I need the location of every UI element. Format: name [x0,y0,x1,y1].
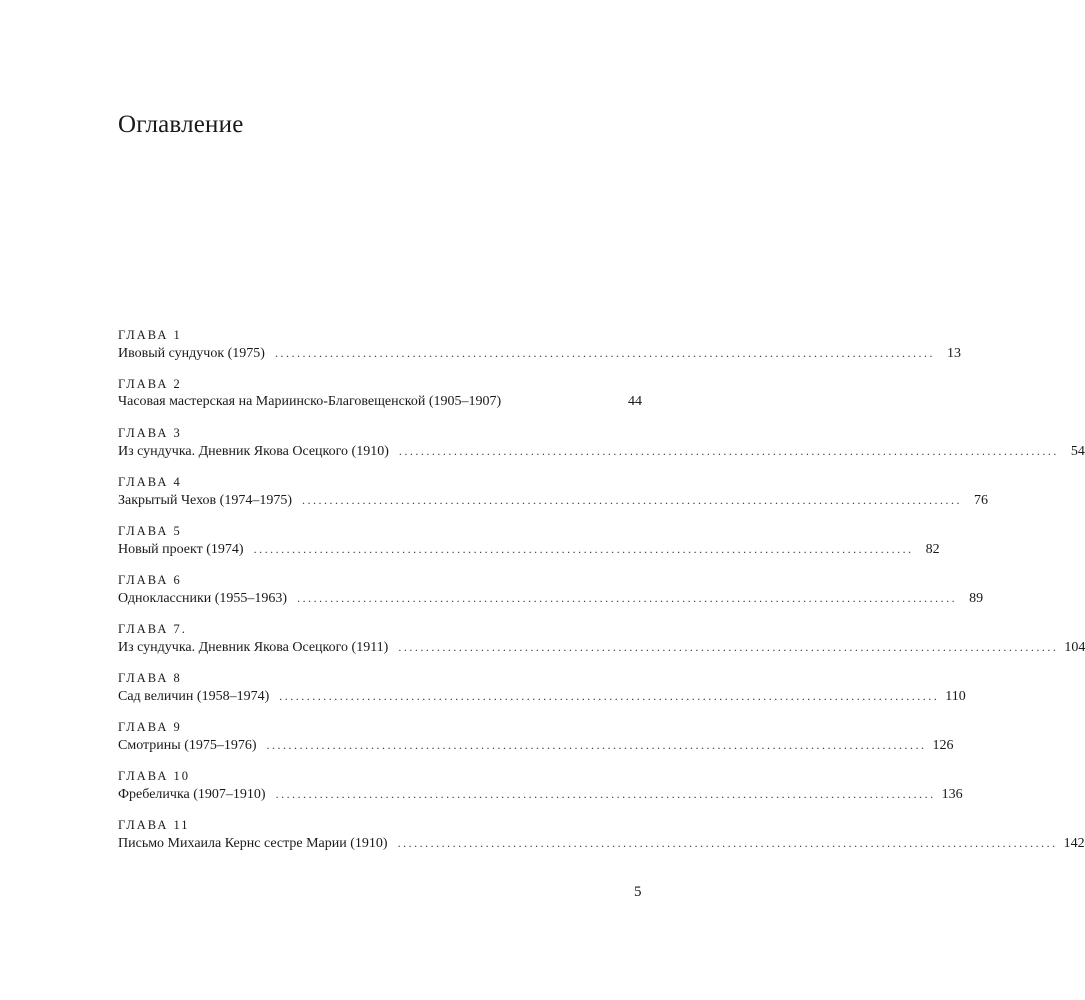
toc-entry [118,622,1085,671]
dot-leader: ........................................................................................................................ [397,836,1058,850]
page-title: Оглавление [118,111,244,138]
dot-leader: ........................................................................................................................ [275,787,936,801]
page-number: 82 [925,542,940,557]
page-number: 54 [1070,444,1085,459]
toc-entry [118,818,1085,867]
dot-leader: ........................................................................................................................ [398,640,1059,654]
toc-entry-line [118,686,966,707]
toc-entry [118,573,984,622]
toc-entry [118,769,963,818]
chapter-label: ГЛАВА 3 [118,426,182,440]
chapter-title: Одноклассники (1955–1963) [118,591,288,606]
toc-entry [118,720,954,769]
toc-entry-line [118,392,642,412]
page-number: 13 [946,346,961,361]
dot-leader: ........................................................................................................................ [398,444,1059,458]
page-number: 110 [945,689,966,704]
toc-entry [118,671,966,720]
chapter-title: Из сундучка. Дневник Якова Осецкого (1910) [118,444,389,459]
toc-entry [118,426,1085,475]
page-number: 89 [969,591,984,606]
toc-entry-line [118,490,988,511]
table-of-contents [118,328,1085,867]
page-folio: 5 [634,884,642,900]
dot-leader: ........................................................................................................................ [297,591,958,605]
page-number: 126 [932,738,954,753]
chapter-label: ГЛАВА 4 [118,475,182,489]
chapter-title: Часовая мастерская на Мариинско-Благовещенской (1905–1907) [118,394,502,409]
toc-entry-line [118,833,1085,854]
dot-leader: ........................................................................................................................ [279,689,940,703]
toc-entry-line [118,343,961,364]
toc-entry-line [118,441,1085,462]
page-number: 76 [973,493,988,508]
chapter-title: Закрытый Чехов (1974–1975) [118,493,292,508]
chapter-title: Новый проект (1974) [118,542,244,557]
chapter-label: ГЛАВА 8 [118,671,182,685]
toc-entry [118,524,940,573]
toc-entry [118,377,642,426]
chapter-title: Фребеличка (1907–1910) [118,787,266,802]
chapter-label: ГЛАВА 11 [118,818,190,832]
chapter-label: ГЛАВА 6 [118,573,182,587]
toc-entry-line [118,539,940,560]
chapter-label: ГЛАВА 10 [118,769,190,783]
chapter-title: Письмо Михаила Кернс сестре Марии (1910) [118,836,388,851]
chapter-label: ГЛАВА 1 [118,328,182,342]
chapter-label: ГЛАВА 5 [118,524,182,538]
toc-entry [118,475,988,524]
chapter-label: ГЛАВА 2 [118,377,182,391]
toc-entry [118,328,961,377]
toc-entry-line [118,637,1085,658]
dot-leader: ........................................................................................................................ [253,542,914,556]
page-number: 142 [1063,836,1085,851]
chapter-title: Ивовый сундучок (1975) [118,346,265,361]
chapter-label: ГЛАВА 9 [118,720,182,734]
chapter-title: Смотрины (1975–1976) [118,738,257,753]
page-number: 136 [941,787,963,802]
page-number: 104 [1064,640,1085,655]
chapter-title: Сад величин (1958–1974) [118,689,270,704]
toc-entry-line [118,588,984,609]
dot-leader: ........................................................................................................................ [266,738,927,752]
page-number: 44 [628,394,642,409]
chapter-label: ГЛАВА 7. [118,622,187,636]
toc-entry-line [118,735,954,756]
dot-leader: ........................................................................................................................ [274,346,935,360]
chapter-title: Из сундучка. Дневник Якова Осецкого (1911) [118,640,389,655]
toc-entry-line [118,784,963,805]
dot-leader: ........................................................................................................................ [301,493,962,507]
